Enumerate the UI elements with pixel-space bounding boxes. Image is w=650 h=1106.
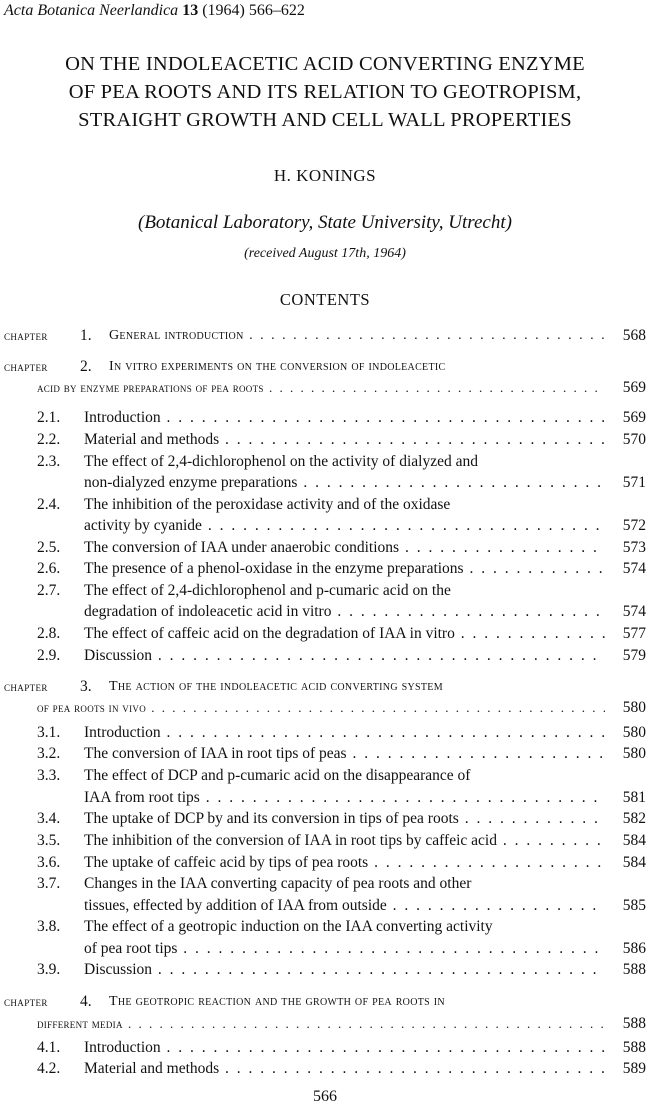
section-title: The effect of caffeic acid on the degradation of IAA in vitro . . . — [84, 625, 605, 642]
section-number: 3.5. — [37, 832, 61, 849]
section-number: 3.1. — [37, 724, 61, 741]
page-number: 568 — [622, 327, 646, 344]
page-number: 571 — [622, 474, 646, 491]
section-number: 3.8. — [37, 918, 61, 935]
section-title: The presence of a phenol-oxidase in the enzyme preparations . . . — [84, 560, 605, 577]
page-number: 572 — [622, 517, 646, 534]
journal-pages: 566–622 — [248, 2, 305, 19]
section-title-cont: degradation of indoleacetic acid in vitro . . . — [84, 603, 605, 620]
section-number: 2.3. — [37, 453, 61, 470]
chapter-label: chapter — [4, 328, 48, 343]
journal-citation — [4, 2, 305, 20]
section-title: Changes in the IAA converting capacity of pea roots and other — [84, 875, 472, 892]
section-number: 2.7. — [37, 582, 61, 599]
section-title: The conversion of IAA under anaerobic conditions . . . — [84, 539, 605, 556]
article-title — [0, 50, 650, 134]
section-title-cont: activity by cyanide . . . — [84, 517, 605, 534]
section-title: The effect of DCP and p-cumaric acid on the disappearance of — [84, 767, 471, 784]
section-title: The uptake of DCP by and its conversion in tips of pea roots . . . — [84, 810, 605, 827]
page-number: 582 — [622, 810, 646, 827]
section-title-cont: IAA from root tips . . . — [84, 789, 605, 806]
section-number: 2.1. — [37, 409, 61, 426]
received-date: (received August 17th, 1964) — [244, 246, 406, 261]
chapter-title: General introduction . . . — [109, 328, 605, 343]
section-title: The effect of a geotropic induction on the IAA converting activity — [84, 918, 493, 935]
chapter-title: The geotropic reaction and the growth of pea roots in — [109, 994, 445, 1009]
section-title-cont: of pea root tips . . . — [84, 940, 605, 957]
section-number: 2.4. — [37, 496, 61, 513]
section-number: 3.6. — [37, 854, 61, 871]
page-number: 569 — [622, 379, 646, 396]
chapter-number: 1. — [80, 327, 92, 344]
chapter-title-cont: different media . . . — [37, 1016, 605, 1031]
page-number: 584 — [622, 854, 646, 871]
page-number: 588 — [622, 1015, 646, 1032]
page-number: 580 — [622, 699, 646, 716]
page-number: 573 — [622, 539, 646, 556]
page-folio: 566 — [313, 1088, 337, 1105]
page-number: 585 — [622, 897, 646, 914]
section-title: Introduction . . . — [84, 409, 605, 426]
section-number: 2.8. — [37, 625, 61, 642]
section-title: Introduction . . . — [84, 1039, 605, 1056]
title-line-2: OF PEA ROOTS AND ITS RELATION TO GEOTROPISM, — [68, 81, 582, 103]
chapter-number: 3. — [80, 678, 92, 695]
section-title: Introduction . . . — [84, 724, 605, 741]
page-number: 584 — [622, 832, 646, 849]
section-number: 2.6. — [37, 560, 61, 577]
author-name: H. KONINGS — [273, 166, 377, 185]
page-number: 579 — [622, 647, 646, 664]
chapter-title: The action of the indoleacetic acid converting system — [109, 679, 443, 694]
page-number: 570 — [622, 431, 646, 448]
page-number: 574 — [622, 603, 646, 620]
page-number: 574 — [622, 560, 646, 577]
journal-name: Acta Botanica Neerlandica — [4, 2, 179, 19]
page-number: 569 — [622, 409, 646, 426]
page-number: 588 — [622, 1039, 646, 1056]
section-number: 2.2. — [37, 431, 61, 448]
chapter-label: chapter — [4, 679, 48, 694]
journal-volume: 13 — [182, 2, 199, 19]
section-number: 3.4. — [37, 810, 61, 827]
page-number: 588 — [622, 961, 646, 978]
chapter-title-cont: acid by enzyme preparations of pea roots . . . — [37, 380, 605, 395]
section-number: 3.9. — [37, 961, 61, 978]
section-number: 2.9. — [37, 647, 61, 664]
section-number: 2.5. — [37, 539, 61, 556]
journal-year: (1964) — [202, 2, 245, 19]
page-number: 580 — [622, 724, 646, 741]
chapter-label: chapter — [4, 359, 48, 374]
page-number: 586 — [622, 940, 646, 957]
section-number: 4.2. — [37, 1060, 61, 1077]
section-title: The conversion of IAA in root tips of peas . . . — [84, 745, 605, 762]
section-title: Discussion . . . — [84, 961, 605, 978]
page-number: 581 — [622, 789, 646, 806]
section-title: The effect of 2,4-dichlorophenol and p-cumaric acid on the — [84, 582, 451, 599]
section-title: Material and methods . . . — [84, 1060, 605, 1077]
page-number: 577 — [622, 625, 646, 642]
chapter-title: In vitro experiments on the conversion of indoleacetic — [109, 359, 446, 374]
affiliation: (Botanical Laboratory, State University, Utrecht) — [138, 212, 512, 233]
page-number: 589 — [622, 1060, 646, 1077]
section-title: The uptake of caffeic acid by tips of pea roots . . . — [84, 854, 605, 871]
section-title: The inhibition of the conversion of IAA in root tips by caffeic acid . . . — [84, 832, 605, 849]
section-number: 3.2. — [37, 745, 61, 762]
section-title: The effect of 2,4-dichlorophenol on the activity of dialyzed and — [84, 453, 478, 470]
chapter-label: chapter — [4, 994, 48, 1009]
section-title-cont: tissues, effected by addition of IAA from outside . . . — [84, 897, 605, 914]
section-number: 4.1. — [37, 1039, 61, 1056]
section-title-cont: non-dialyzed enzyme preparations . . . — [84, 474, 605, 491]
section-title: Material and methods . . . — [84, 431, 605, 448]
section-number: 3.3. — [37, 767, 61, 784]
title-line-3: STRAIGHT GROWTH AND CELL WALL PROPERTIES — [78, 109, 572, 131]
section-title: Discussion . . . — [84, 647, 605, 664]
page-number: 580 — [622, 745, 646, 762]
chapter-number: 2. — [80, 358, 92, 375]
title-line-1: ON THE INDOLEACETIC ACID CONVERTING ENZYME — [65, 53, 585, 75]
chapter-number: 4. — [80, 993, 92, 1010]
section-number: 3.7. — [37, 875, 61, 892]
contents-heading: CONTENTS — [279, 290, 371, 309]
section-title: The inhibition of the peroxidase activity and of the oxidase — [84, 496, 451, 513]
chapter-title-cont: of pea roots in vivo . . . — [37, 700, 605, 715]
